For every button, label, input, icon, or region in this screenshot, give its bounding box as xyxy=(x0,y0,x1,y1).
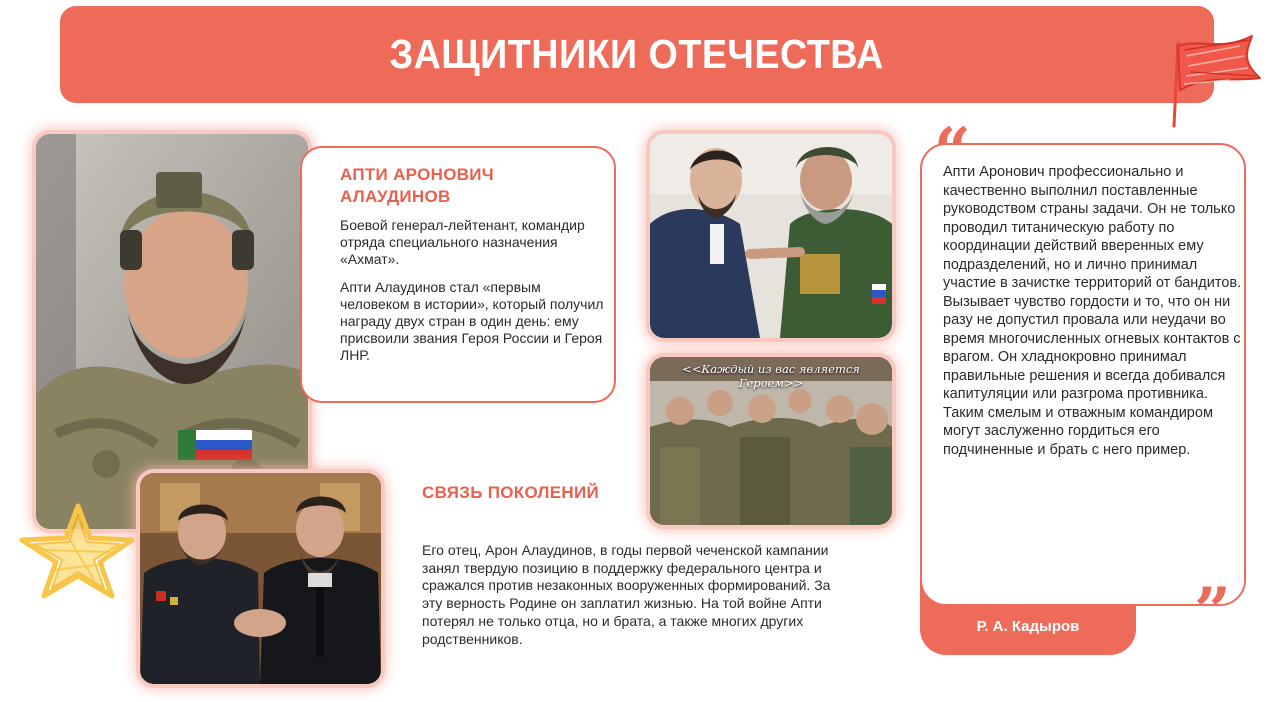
medal-ceremony-photo xyxy=(650,134,892,338)
group-photo-caption: <<Каждый из вас является Героем>> xyxy=(682,362,860,390)
handshake-photo xyxy=(140,473,381,684)
hero-name: АПТИ АРОНОВИЧ АЛАУДИНОВ xyxy=(340,165,495,206)
generations-title: СВЯЗЬ ПОКОЛЕНИЙ xyxy=(422,483,600,502)
quote-open-icon: “ xyxy=(934,114,971,189)
generations-text: Его отец, Арон Алаудинов, в годы первой чеченской кампании занял твердую позицию в поддержку федерального центра и сражался против незаконных вооруженных формирований. За эту верность Родине он заплатил жизнью. На той войне Апти потерял не только отца, но и брата, а также многих других родственников. xyxy=(422,542,831,647)
star-icon xyxy=(14,500,140,600)
title-banner xyxy=(60,6,1214,103)
flag-icon xyxy=(1160,22,1270,132)
hero-award-text: Апти Алаудинов стал «первым человеком в истории», который получил награду двух стран в один день: ему присвоили звания Героя России и Героя ЛНР. xyxy=(340,279,604,363)
hero-description: Боевой генерал-лейтенант, командир отряда специального назначения «Ахмат». xyxy=(340,217,585,267)
portrait-photo xyxy=(36,134,308,529)
quote-text: Апти Аронович профессионально и качественно выполнил поставленные руководством страны задачи. Он не только проводил титаническую работу по координации действий вверенных ему подразделений, но и лично принимал участие в зачистке территорий от бандитов. Вызывает чувство гордости и то, что он ни разу не допустил провала или неудачи во время многочисленных огневых контактов с врагом. Он хладнокровно принимал правильные решения и всегда добивался капитуляции или разгрома противника. Таким смелым и отважным командиром могут заслуженно гордиться его подчиненные и брать с него пример. xyxy=(943,164,1242,458)
quote-close-icon: ” xyxy=(1194,574,1231,649)
page-title: ЗАЩИТНИКИ ОТЕЧЕСТВА xyxy=(389,31,885,77)
quote-author: Р. А. Кадыров xyxy=(976,618,1080,635)
